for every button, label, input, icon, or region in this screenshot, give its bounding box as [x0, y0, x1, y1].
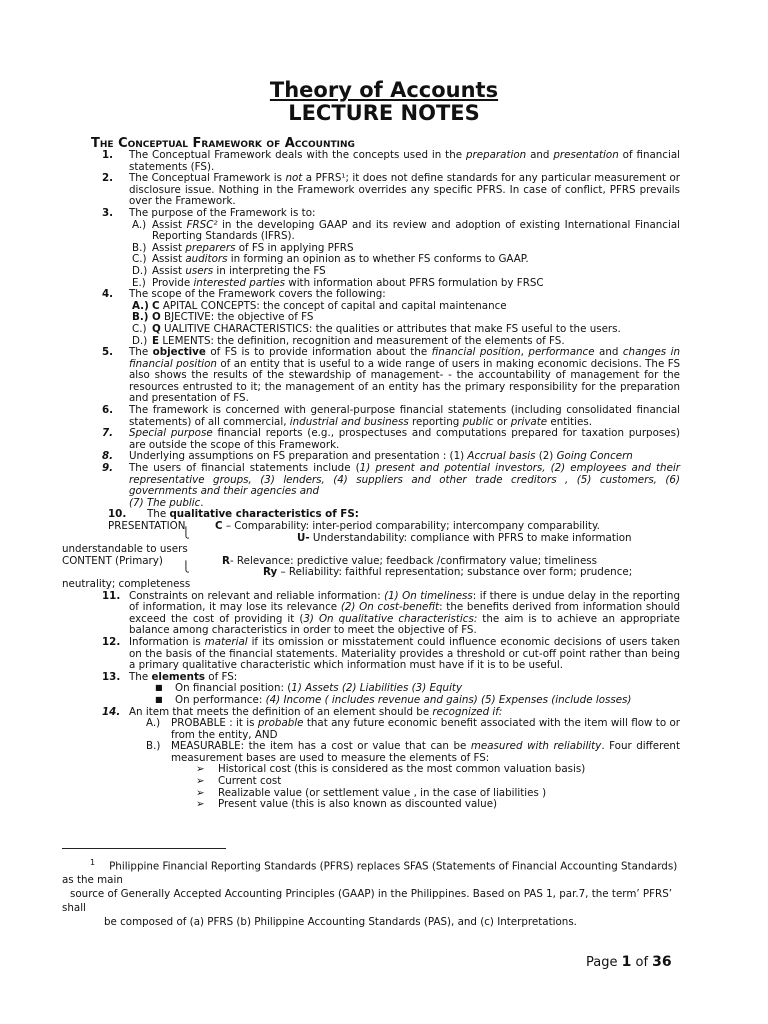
element-performance: ■ On performance: (4) Income ( includes revenue and gains) (5) Expenses (include losses) — [155, 693, 632, 706]
arrow-bullet-icon: ➢ — [196, 775, 205, 788]
document-title: Theory of Accounts — [269, 78, 499, 102]
arrow-bullet-icon: ➢ — [196, 786, 205, 799]
measurement-basis-historical-cost: ➢ Historical cost (this is considered as the most common valuation basis) — [196, 763, 586, 776]
brace-icon: ⎩ — [182, 526, 190, 539]
list-item-1: 1. The Conceptual Framework deals with the concepts used in the preparation and presentation of financial statements (FS). — [102, 149, 680, 173]
list-item-10: 10. The qualitative characteristics of FS: — [108, 508, 359, 521]
qc-understandability-cont: understandable to users — [62, 543, 188, 556]
list-item-9: 9. The users of financial statements include (1) present and potential investors, (2) employees and their representative groups, (3) lenders, (4) suppliers and other trade creditors , (5) customers, (6) governments and their agencies and — [102, 462, 681, 498]
section-title: The Conceptual Framework of Accounting — [91, 136, 355, 151]
list-item-5: 5. The objective of FS is to provide information about the financial position, performance and changes in financial position of an entity that is useful to a wide range of users in making economic decisions. The FS also shows the results of the stewardship of management- - the accountability of management for the resources entrusted to it; the management of an entity has the primary responsibility for the preparation and presentation of FS. — [102, 346, 681, 405]
list-item-3c: C.) Assist auditors in forming an opinion as to whether FS conforms to GAAP. — [132, 253, 529, 266]
bullet-icon: ■ — [155, 694, 163, 704]
list-item-3a: A.) Assist FRSC² in the developing GAAP and its review and adoption of existing International Financial Reporting Standards (IFRS). — [132, 218, 681, 243]
list-item-2: 2. The Conceptual Framework is not a PFRS¹; it does not define standards for any particular measurement or disclosure issue. Nothing in the Framework overrides any specific PFRS. In case of conflict, PFRS prevails over the Framework. — [102, 172, 680, 208]
list-item-4: 4. The scope of the Framework covers the following: — [102, 288, 386, 301]
qc-content-row: CONTENT (Primary) R- Relevance: predictive value; feedback /confirmatory value; timeliness — [62, 554, 598, 567]
list-item-13: 13. The elements of FS: — [102, 670, 238, 683]
list-item-3d: D.) Assist users in interpreting the FS — [132, 264, 326, 277]
document-subtitle: LECTURE NOTES — [288, 101, 480, 125]
list-item-6: 6. The framework is concerned with general-purpose financial statements (including consolidated financial statements) of all commercial, industrial and business reporting public or private entities. — [102, 404, 680, 428]
measurement-basis-current-cost: ➢ Current cost — [196, 775, 282, 788]
list-item-11: 11. Constraints on relevant and reliable information: (1) On timeliness: if there is undue delay in the reporting of information, it may lose its relevance (2) On cost-benefit: the benefits derived from information should exceed the cost of providing it (3) On qualitative characteristics: the aim is to achieve an appropriate balance among characteristics in order to meet the objective of FS. — [102, 589, 681, 637]
list-item-3e: E.) Provide interested parties with information about PFRS formulation by FRSC — [132, 276, 544, 289]
list-item-8: 8. Underlying assumptions on FS preparation and presentation : (1) Accrual basis (2) Going Concern — [102, 450, 633, 463]
list-item-14: 14. An item that meets the definition of an element should be recognized if: — [102, 705, 503, 718]
qc-presentation-row: PRESENTATION C – Comparability: inter-period comparability; intercompany comparability. — [108, 520, 600, 532]
list-item-4d: D.) E LEMENTS: the definition, recognition and measurement of the elements of FS. — [132, 334, 565, 347]
list-item-4c: C.) Q UALITIVE CHARACTERISTICS: the qualities or attributes that make FS useful to the users. — [132, 322, 621, 335]
recognition-measurable: B.) MEASURABLE: the item has a cost or value that can be measured with reliability. Four different measurement bases are used to measure the elements of FS: — [146, 740, 680, 764]
qc-reliability-cont: neutrality; completeness — [62, 577, 191, 590]
bullet-icon: ■ — [155, 683, 163, 693]
footnote — [62, 856, 682, 929]
list-item-9-cont: (7) The public. — [129, 496, 204, 509]
lecture-notes-body — [62, 150, 680, 811]
list-item-12: 12. Information is material if its omission or misstatement could influence economic decisions of users taken on the basis of the financial statements. Materiality provides a threshold or cut-off point rather than being a primary qualitative characteristic which information must have if it is to be useful. — [102, 635, 680, 672]
list-item-4b: B.) O BJECTIVE: the objective of FS — [132, 311, 314, 324]
list-item-3: 3. The purpose of the Framework is to: — [102, 206, 316, 219]
list-item-7: 7. Special purpose financial reports (e.g., prospectuses and computations prepared for taxation purposes) are outside the scope of this Framework. — [102, 427, 680, 451]
footnote-line-1: $^1$ Philippine Financial Reporting Standards (PFRS) replaces SFAS (Statements of Financial Accounting Standards) as the main — [62, 858, 678, 887]
measurement-basis-present-value: ➢ Present value (this is also known as discounted value) — [196, 798, 498, 811]
footnote-line-2: source of Generally Accepted Accounting Principles (GAAP) in the Philippines. Based on PAS 1, par.7, the term’ PFRS’ shall — [62, 888, 672, 915]
qc-reliability-row: ⎩ Ry – Reliability: faithful representation; substance over form; prudence; — [182, 561, 633, 579]
element-financial-position: ■ On financial position: (1) Assets (2) Liabilities (3) Equity — [155, 682, 463, 695]
arrow-bullet-icon: ➢ — [196, 763, 205, 776]
footnote-divider — [62, 848, 226, 849]
brace-icon: ⎩ — [182, 561, 190, 574]
page-number: Page 1 of 36 — [586, 954, 672, 970]
arrow-bullet-icon: ➢ — [196, 798, 205, 811]
recognition-probable: A.) PROBABLE : it is probable that any future economic benefit associated with the item will flow to or from the entity, AND — [146, 717, 680, 741]
footnote-line-3: be composed of (a) PFRS (b) Philippine Accounting Standards (PAS), and (c) Interpretations. — [104, 916, 577, 929]
list-item-3b: B.) Assist preparers of FS in applying PFRS — [132, 241, 354, 254]
measurement-basis-realizable-value: ➢ Realizable value (or settlement value , in the case of liabilities ) — [196, 786, 547, 799]
qc-understandability-row: ⎩ U- Understandability: compliance with PFRS to make information — [182, 526, 632, 544]
list-item-4a: A.) C APITAL CONCEPTS: the concept of capital and capital maintenance — [132, 299, 507, 312]
